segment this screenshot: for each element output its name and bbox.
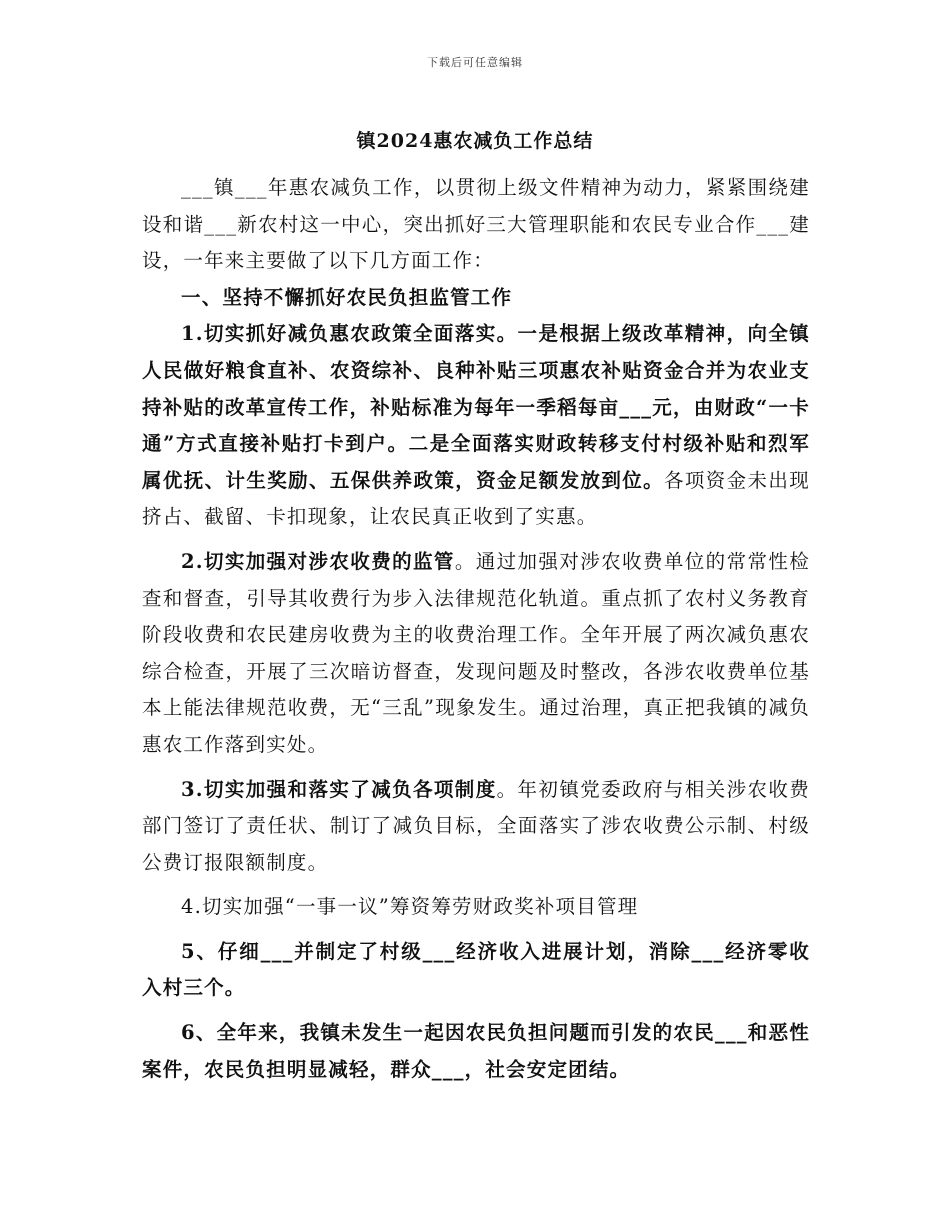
item-6-paragraph: 6、全年来，我镇未发生一起因农民负担问题而引发的农民___和恶性案件，农民负担明显减轻，群众___，社会安定团结。 <box>142 1021 810 1081</box>
document-body <box>142 170 810 1088</box>
header-note: 下载后可任意编辑 <box>427 56 523 69</box>
intro-paragraph: ___镇___年惠农减负工作，以贯彻上级文件精神为动力，紧紧围绕建设和谐___新农村这一中心，突出抓好三大管理职能和农民专业合作___建设，一年来主要做了以下几方面工作： <box>142 176 810 273</box>
item-1-paragraph <box>142 316 810 536</box>
item-2-paragraph <box>142 544 810 764</box>
item-3-text: 。年初镇党委政府与相关涉农收费部门签订了责任状、制订了减负目标，全面落实了涉农收费公示制、村级公费订报限额制度。 <box>142 777 810 874</box>
document-title: 镇2024惠农减负工作总结 <box>356 130 594 152</box>
item-2-text: 。通过加强对涉农收费单位的常常性检查和督查，引导其收费行为步入法律规范化轨道。重点抓了农村义务教育阶段收费和农民建房收费为主的收费治理工作。全年开展了两次减负惠农综合检查，开展了三次暗访督查，发现问题及时整改，各涉农收费单位基本上能法律规范收费，无“三乱”现象发生。通过治理，真正把我镇的减负惠农工作落到实处。 <box>142 549 810 756</box>
item-3-bold-text: 3.切实加强和落实了减负各项制度 <box>181 777 497 801</box>
section-heading: 一、坚持不懈抓好农民负担监管工作 <box>181 285 513 309</box>
item-2-bold-text: 2.切实加强对涉农收费的监管 <box>181 549 455 573</box>
item-1-text: 各项资金未出现挤占、截留、卡扣现象，让农民真正收到了实惠。 <box>142 468 810 529</box>
item-3-paragraph <box>142 772 810 882</box>
item-1-bold-text: 1.切实抓好减负惠农政策全面落实。一是根据上级改革精神，向全镇人民做好粮食直补、农资综补、良种补贴三项惠农补贴资金合并为农业支持补贴的改革宣传工作，补贴标准为每年一季稻每亩___元，由财政“一卡通”方式直接补贴打卡到户。二是全面落实财政转移支付村级补贴和烈军属优抚、计生奖励、五保供养政策，资金足额发放到位。 <box>142 322 810 492</box>
item-4-paragraph: 4.切实加强“一事一议”筹资筹劳财政奖补项目管理 <box>181 895 639 919</box>
item-5-paragraph: 5、仔细___并制定了村级___经济收入进展计划，消除___经济零收入村三个。 <box>142 939 810 1000</box>
